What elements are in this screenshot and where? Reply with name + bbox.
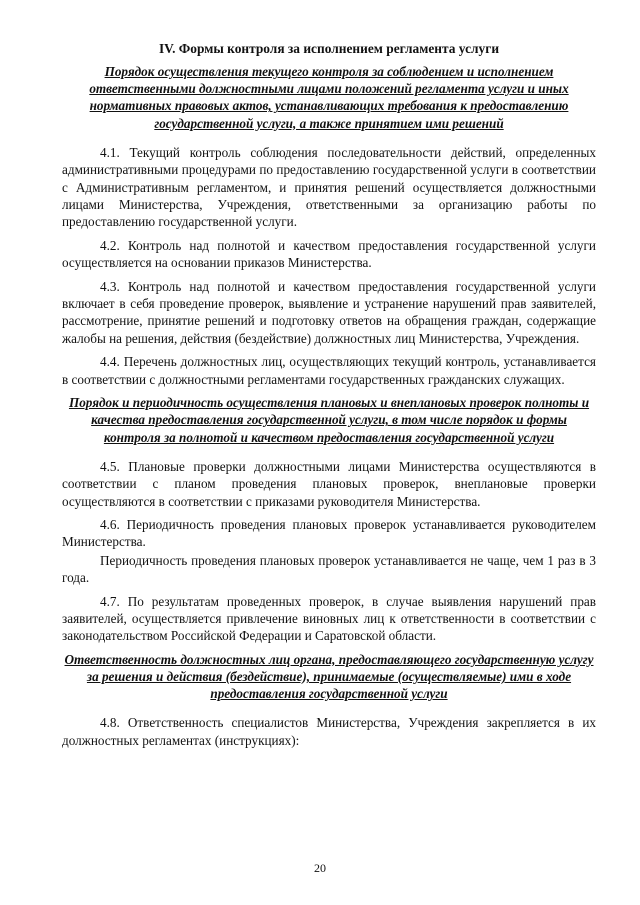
page-number: 20	[314, 861, 326, 875]
paragraph-4-6-frequency: Периодичность проведения плановых проверок устанавливается не чаще, чем 1 раз в 3 года.	[62, 552, 596, 586]
paragraph-4-5: 4.5. Плановые проверки должностными лицами Министерства осуществляются в соответствии с планом проведения плановых проверок, внеплановые проверки осуществляются в соответствии с приказами руководителя Министерства.	[62, 458, 596, 509]
paragraph-4-7: 4.7. По результатам проведенных проверок, в случае выявления нарушений прав заявителей, осуществляется привлечение виновных лиц к ответственности в соответствии с законодательством Российской Федерации и Саратовской области.	[62, 593, 596, 644]
paragraph-4-3: 4.3. Контроль над полнотой и качеством предоставления государственной услуги включает в себя проведение проверок, выявление и устранение нарушений прав заявителей, рассмотрение, принятие решений и подготовку ответов на обращения граждан, содержащие жалобы на решения, действия (бездействие) должностных лиц Министерства, Учреждения.	[62, 278, 596, 346]
subsection-heading-current-control: Порядок осуществления текущего контроля за соблюдением и исполнением ответственными должностными лицами положений регламента услуги и иных нормативных правовых актов, устанавливающих требования к предоставлению государственной услуги, а также принятием ими решений	[89, 64, 569, 131]
paragraph-4-2: 4.2. Контроль над полнотой и качеством предоставления государственной услуги осуществляется на основании приказов Министерства.	[62, 237, 596, 271]
paragraph-4-4: 4.4. Перечень должностных лиц, осуществляющих текущий контроль, устанавливается в соответствии с должностными регламентами государственных гражданских служащих.	[62, 354, 596, 387]
subsection-heading-responsibility: Ответственность должностных лиц органа, предоставляющего государственную услугу за решения и действия (бездействие), принимаемые (осуществляемые) ими в ходе предоставления государственной услуги	[64, 651, 594, 702]
section-title: IV. Формы контроля за исполнением регламента услуги	[158, 41, 500, 56]
subsection-heading-inspections: Порядок и периодичность осуществления плановых и внеплановых проверок полноты и качества предоставления государственной услуги, в том числе порядок и формы контроля за полнотой и качеством предоставления государственной услуги	[68, 395, 590, 445]
paragraph-4-1: 4.1. Текущий контроль соблюдения последовательности действий, определенных административными процедурами по предоставлению государственной услуги в соответствии с Административным регламентом, и принятия решений осуществляется должностными лицами Министерства, Учреждения, ответственными за организацию работы по предоставлению государственной услуги.	[62, 144, 596, 230]
paragraph-4-8: 4.8. Ответственность специалистов Министерства, Учреждения закрепляется в их должностных регламентах (инструкциях):	[62, 715, 596, 748]
paragraph-4-6: 4.6. Периодичность проведения плановых проверок устанавливается руководителем Министерства.	[62, 516, 596, 550]
